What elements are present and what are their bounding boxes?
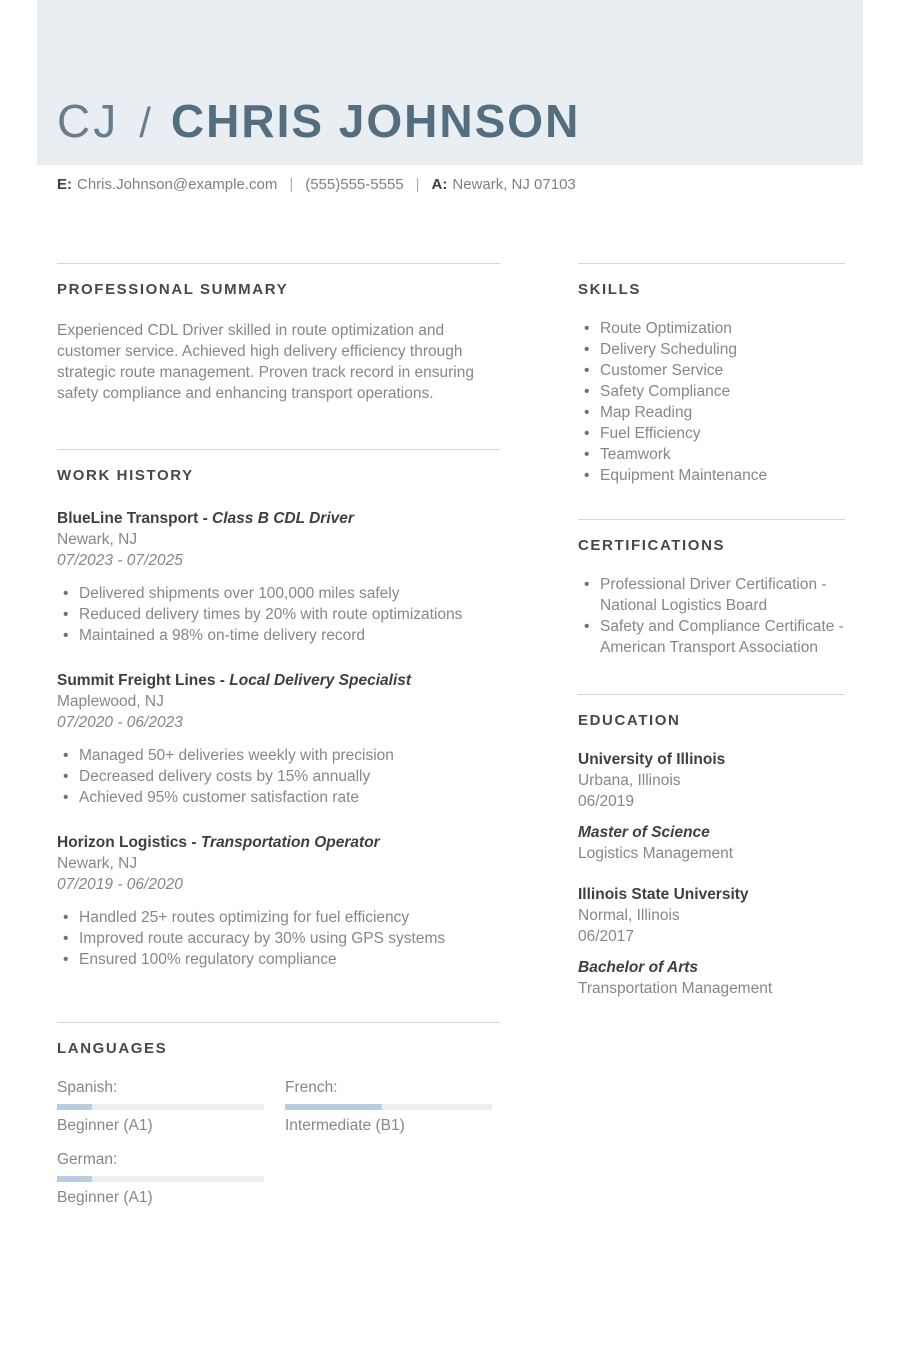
job-bullet: • Ensured 100% regulatory compliance bbox=[57, 949, 500, 970]
section-divider bbox=[578, 694, 845, 695]
education-location: Urbana, Illinois bbox=[578, 772, 681, 789]
monogram: CJ bbox=[57, 95, 120, 147]
language-progress-fill bbox=[285, 1104, 382, 1110]
job-headline bbox=[57, 670, 500, 691]
job-separator: - bbox=[191, 834, 197, 851]
name-row bbox=[57, 94, 580, 148]
job-headline bbox=[57, 508, 500, 529]
language-item bbox=[285, 1079, 495, 1135]
education-degree: Master of Science bbox=[578, 824, 710, 841]
skills-section bbox=[578, 263, 845, 486]
languages-grid bbox=[57, 1079, 500, 1207]
job-separator: - bbox=[202, 510, 208, 527]
language-level: Intermediate (B1) bbox=[285, 1117, 405, 1134]
contact-divider: | bbox=[289, 176, 294, 193]
job-headline bbox=[57, 832, 500, 853]
job-dates: 07/2019 - 06/2020 bbox=[57, 876, 183, 893]
summary-text: Experienced CDL Driver skilled in route optimization and customer service. Achieved high delivery efficiency through strategic route management. Proven track record in ensuring safety compliance and enhancing transport operations. bbox=[57, 322, 474, 402]
skills-list bbox=[578, 318, 845, 486]
education-program: Logistics Management bbox=[578, 845, 734, 862]
job-company: Horizon Logistics bbox=[57, 834, 188, 851]
language-progress-fill bbox=[57, 1104, 92, 1110]
job-bullet: • Maintained a 98% on-time delivery record bbox=[57, 625, 500, 646]
language-item bbox=[57, 1079, 267, 1135]
languages-heading: LANGUAGES bbox=[57, 1040, 168, 1057]
education-location: Normal, Illinois bbox=[578, 907, 680, 924]
email-value: Chris.Johnson@example.com bbox=[77, 176, 278, 193]
certification-item: • Safety and Compliance Certificate - American Transport Association bbox=[578, 616, 845, 658]
language-progress-track bbox=[57, 1176, 264, 1182]
education-heading: EDUCATION bbox=[578, 712, 681, 729]
job-bullet: • Handled 25+ routes optimizing for fuel efficiency bbox=[57, 907, 500, 928]
skill-item: • Teamwork bbox=[578, 444, 845, 465]
phone-value: (555)555-5555 bbox=[305, 176, 404, 193]
job-entry bbox=[57, 832, 500, 970]
contact-row bbox=[57, 176, 576, 193]
language-level: Beginner (A1) bbox=[57, 1117, 153, 1134]
section-divider bbox=[57, 1022, 500, 1023]
skill-item: • Fuel Efficiency bbox=[578, 423, 845, 444]
section-divider bbox=[57, 449, 500, 450]
education-date: 06/2017 bbox=[578, 928, 635, 945]
certifications-list bbox=[578, 574, 845, 658]
job-title: Class B CDL Driver bbox=[212, 510, 354, 527]
job-bullet: • Improved route accuracy by 30% using GPS systems bbox=[57, 928, 500, 949]
skill-item: • Customer Service bbox=[578, 360, 845, 381]
education-school: Illinois State University bbox=[578, 886, 749, 903]
job-location: Newark, NJ bbox=[57, 531, 138, 548]
skill-item: • Route Optimization bbox=[578, 318, 845, 339]
language-item bbox=[57, 1151, 267, 1207]
education-degree: Bachelor of Arts bbox=[578, 959, 699, 976]
language-name: German: bbox=[57, 1151, 118, 1168]
language-progress-fill bbox=[57, 1176, 92, 1182]
job-dates: 07/2020 - 06/2023 bbox=[57, 714, 183, 731]
email-label: E: bbox=[57, 176, 72, 193]
education-program: Transportation Management bbox=[578, 980, 773, 997]
job-dates: 07/2023 - 07/2025 bbox=[57, 552, 183, 569]
address-value: Newark, NJ 07103 bbox=[452, 176, 576, 193]
job-bullet: • Decreased delivery costs by 15% annually bbox=[57, 766, 500, 787]
job-bullet-list bbox=[57, 583, 500, 646]
job-bullet: • Managed 50+ deliveries weekly with precision bbox=[57, 745, 500, 766]
job-company: BlueLine Transport bbox=[57, 510, 199, 527]
job-bullet: • Delivered shipments over 100,000 miles safely bbox=[57, 583, 500, 604]
full-name: CHRIS JOHNSON bbox=[170, 95, 581, 147]
job-bullet-list bbox=[57, 745, 500, 808]
job-bullet: • Reduced delivery times by 20% with route optimizations bbox=[57, 604, 500, 625]
certification-item: • Professional Driver Certification - National Logistics Board bbox=[578, 574, 845, 616]
certifications-section bbox=[578, 519, 845, 658]
skill-item: • Safety Compliance bbox=[578, 381, 845, 402]
section-divider bbox=[578, 519, 845, 520]
certifications-heading: CERTIFICATIONS bbox=[578, 537, 726, 554]
content-columns bbox=[57, 263, 845, 1207]
job-location: Newark, NJ bbox=[57, 855, 138, 872]
work-history-heading: WORK HISTORY bbox=[57, 467, 194, 484]
education-section bbox=[578, 694, 845, 999]
address-label: A: bbox=[431, 176, 448, 193]
job-bullet: • Achieved 95% customer satisfaction rate bbox=[57, 787, 500, 808]
skill-item: • Delivery Scheduling bbox=[578, 339, 845, 360]
education-degree-block bbox=[578, 957, 845, 999]
name-separator: / bbox=[139, 99, 151, 146]
language-progress-track bbox=[57, 1104, 264, 1110]
job-separator: - bbox=[219, 672, 225, 689]
job-entry bbox=[57, 670, 500, 808]
education-date: 06/2019 bbox=[578, 793, 635, 810]
section-divider bbox=[57, 263, 500, 264]
skills-heading: SKILLS bbox=[578, 281, 641, 298]
job-entry bbox=[57, 508, 500, 646]
job-title: Transportation Operator bbox=[200, 834, 380, 851]
summary-section bbox=[57, 263, 500, 404]
job-company: Summit Freight Lines bbox=[57, 672, 216, 689]
job-location: Maplewood, NJ bbox=[57, 693, 164, 710]
section-divider bbox=[578, 263, 845, 264]
education-entry bbox=[578, 749, 845, 864]
language-progress-track bbox=[285, 1104, 492, 1110]
skill-item: • Equipment Maintenance bbox=[578, 465, 845, 486]
education-school: University of Illinois bbox=[578, 751, 726, 768]
language-level: Beginner (A1) bbox=[57, 1189, 153, 1206]
languages-section bbox=[57, 1022, 500, 1207]
education-degree-block bbox=[578, 822, 845, 864]
language-name: French: bbox=[285, 1079, 338, 1096]
left-column bbox=[57, 263, 500, 1207]
education-entry bbox=[578, 884, 845, 999]
language-name: Spanish: bbox=[57, 1079, 118, 1096]
right-column bbox=[578, 263, 845, 1207]
skill-item: • Map Reading bbox=[578, 402, 845, 423]
job-title: Local Delivery Specialist bbox=[229, 672, 412, 689]
job-bullet-list bbox=[57, 907, 500, 970]
work-history-section bbox=[57, 449, 500, 970]
summary-heading: PROFESSIONAL SUMMARY bbox=[57, 281, 289, 298]
contact-divider: | bbox=[415, 176, 420, 193]
